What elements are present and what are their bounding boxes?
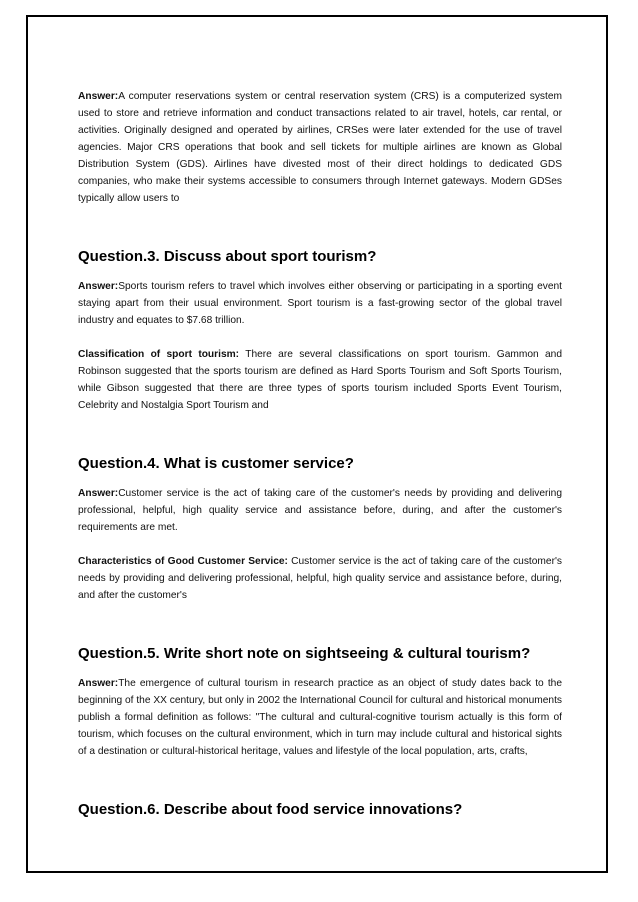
answer-label: Answer: [78,281,119,292]
question-5-heading: Question.5. Write short note on sightseeing & cultural tourism? [78,645,531,662]
characteristics-label: Characteristics of Good Customer Service: [78,556,288,567]
answer-text: Sports tourism refers to travel which involves either observing or participating in a sporting event staying apart from their usual environment. Sport tourism is a fast-growing sector of the global travel industry and equates to $7.68 trillion. [78,281,562,326]
document-body [78,88,562,820]
answer-text: The emergence of cultural tourism in research practice as an object of study dates back to the beginning of the XX century, but only in 2002 the International Council for cultural and historical monuments publish a formal definition as follows: "The cultural and cultural-cognitive tourism actually is this form of tourism, which focuses on the cultural environment, which in turn may include cultural and historical sights of a destination or cultural-historical heritage, values and lifestyle of the local population, arts, crafts, [78,678,563,757]
intro-answer [78,88,562,207]
question-3-answer [78,278,562,329]
question-5-answer [78,675,562,760]
classification-label: Classification of sport tourism: [78,349,240,360]
question-6-heading: Question.6. Describe about food service innovations? [78,801,463,818]
answer-text: A computer reservations system or central reservation system (CRS) is a computerized system used to store and retrieve information and conduct transactions related to air travel, hotels, car rental, or activities. Originally designed and operated by airlines, CRSes were later extended for the use of travel agencies. Major CRS operations that book and sell tickets for multiple airlines are known as Global Distribution System (GDS). Airlines have divested most of their direct holdings to dedicated GDS companies, who make their systems accessible to consumers through Internet gateways. Modern GDSes typically allow users to [78,91,562,204]
characteristics-text: Customer service is the act of taking care of the customer's needs by providing and delivering professional, helpful, high quality service and assistance before, during, and after the customer's [78,556,563,601]
answer-text: Customer service is the act of taking care of the customer's needs by providing and delivering professional, helpful, high quality service and assistance before, during, and after the customer's requirements are met. [78,488,562,533]
question-3-classification [78,346,562,414]
answer-label: Answer: [78,488,119,499]
answer-label: Answer: [78,91,119,102]
question-4-characteristics [78,553,562,604]
question-4-answer [78,485,562,536]
classification-text: There are several classifications on sport tourism. Gammon and Robinson suggested that the sports tourism are defined as Hard Sports Tourism and Soft Sports Tourism, while Gibson suggested that there are three types of sports tourism included Sports Event Tourism, Celebrity and Nostalgia Sport Tourism and [78,349,562,411]
answer-label: Answer: [78,678,119,689]
question-3-heading: Question.3. Discuss about sport tourism? [78,248,377,265]
question-4-heading: Question.4. What is customer service? [78,455,354,472]
